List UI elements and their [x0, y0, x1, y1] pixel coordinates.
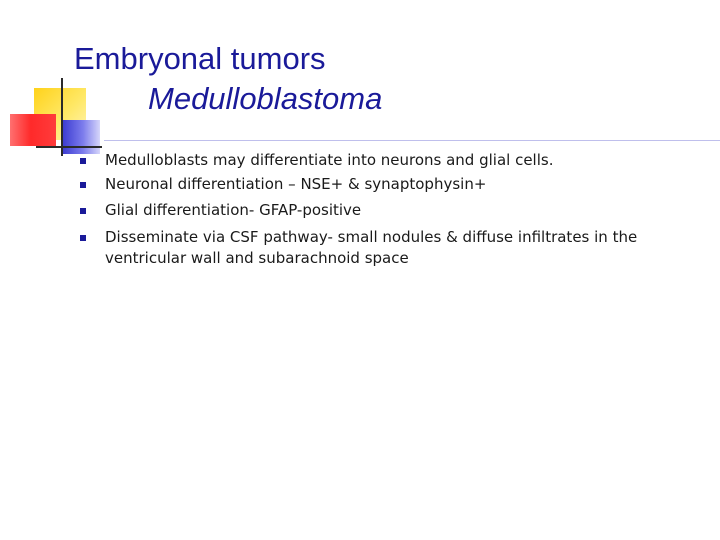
decorative-vertical-line: [61, 78, 63, 156]
decorative-blue-square: [62, 120, 100, 154]
title-underline-rule: [104, 140, 720, 141]
square-bullet-icon: [80, 208, 86, 214]
slide-title: Embryonal tumors: [74, 41, 326, 76]
list-item: [76, 227, 686, 269]
decorative-horizontal-line: [36, 146, 102, 148]
bullet-list: [76, 150, 686, 272]
list-item: [76, 150, 686, 171]
square-bullet-icon: [80, 158, 86, 164]
square-bullet-icon: [80, 182, 86, 188]
slide-subtitle: Medulloblastoma: [148, 81, 383, 116]
square-bullet-icon: [80, 235, 86, 241]
bullet-text: Glial differentiation- GFAP-positive: [105, 201, 362, 219]
bullet-text: Medulloblasts may differentiate into neurons and glial cells.: [105, 151, 554, 169]
bullet-text: Neuronal differentiation – NSE+ & synaptophysin+: [105, 175, 487, 193]
list-item: [76, 174, 686, 195]
bullet-text: Disseminate via CSF pathway- small nodules & diffuse infiltrates in the ventricular wall and subarachnoid space: [105, 228, 638, 267]
decorative-red-square: [10, 114, 56, 146]
list-item: [76, 200, 686, 221]
